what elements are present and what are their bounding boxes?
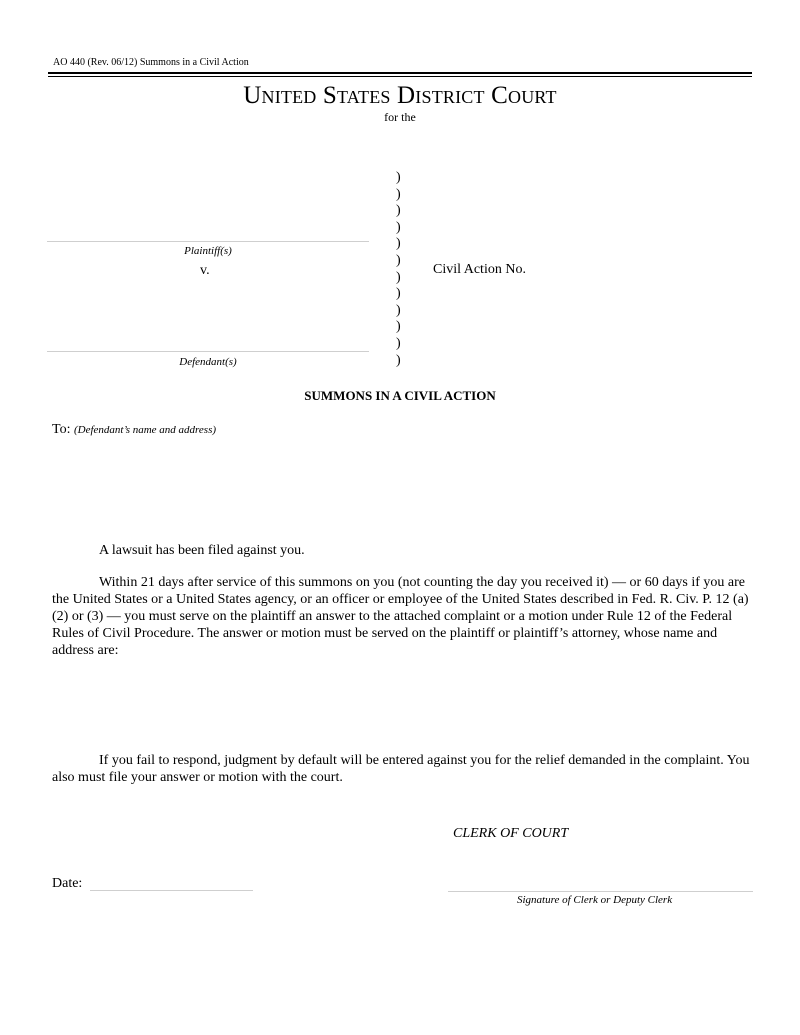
- defendant-field[interactable]: [47, 351, 369, 352]
- caption-parentheses: ) ) ) ) ) ) ) ) ) ) ) ): [396, 170, 401, 368]
- clerk-of-court-label: CLERK OF COURT: [453, 826, 569, 841]
- versus-text: v.: [200, 263, 210, 278]
- court-title: United States District Court: [243, 82, 557, 109]
- plaintiff-label: Plaintiff(s): [184, 245, 232, 257]
- signature-field[interactable]: [448, 891, 753, 892]
- paragraph-lawsuit-filed: A lawsuit has been filed against you.: [99, 543, 305, 558]
- paragraph-response-deadline: Within 21 days after service of this summons on you (not counting the day you received it) — or 60 days if you are the United States or a United States agency, or an officer or employee of the United States described in Fed. R. Civ. P. 12 (a)(2) or (3) — you must serve on the plaintiff an answer to the attached complaint or a motion under Rule 12 of the Federal Rules of Civil Procedure. The answer or motion must be served on the plaintiff or plaintiff’s attorney, whose name and address are:: [52, 575, 749, 658]
- to-hint: (Defendant’s name and address): [73, 424, 217, 436]
- date-field[interactable]: [90, 890, 253, 891]
- header-rule-thick: [48, 72, 752, 74]
- date-label: Date:: [52, 876, 83, 891]
- civil-action-label: Civil Action No.: [433, 262, 526, 277]
- to-line: [52, 422, 216, 438]
- defendant-label: Defendant(s): [179, 356, 237, 368]
- plaintiff-field[interactable]: [47, 241, 369, 242]
- signature-label: Signature of Clerk or Deputy Clerk: [517, 894, 673, 906]
- summons-heading: SUMMONS IN A CIVIL ACTION: [304, 388, 496, 403]
- to-label: To:: [52, 422, 71, 437]
- for-the-text: for the: [384, 110, 416, 124]
- form-id: AO 440 (Rev. 06/12) Summons in a Civil Action: [53, 57, 249, 68]
- paragraph-default-judgment: If you fail to respond, judgment by default will be entered against you for the relief demanded in the complaint. You also must file your answer or motion with the court.: [52, 753, 750, 785]
- header-rule-thin: [48, 76, 752, 77]
